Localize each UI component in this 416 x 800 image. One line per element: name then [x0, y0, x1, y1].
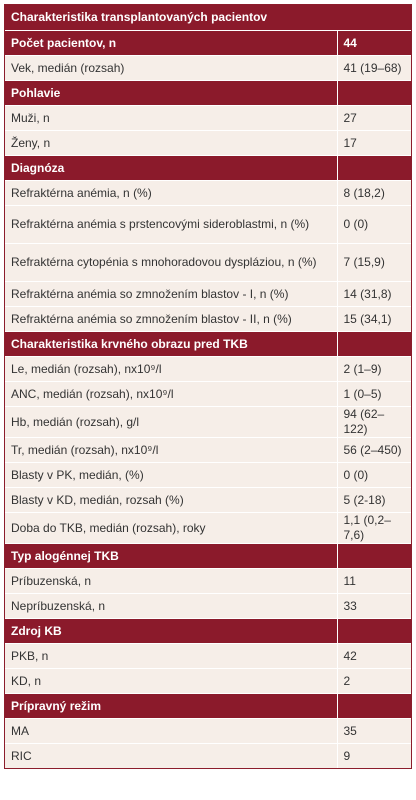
row-value: 94 (62–122) [337, 407, 411, 438]
row-label: Blasty v PK, medián, (%) [5, 463, 337, 488]
table-row [5, 382, 411, 407]
table-row [5, 357, 411, 382]
row-label: Refraktérna anémia, n (%) [5, 181, 337, 206]
table-title: Charakteristika transplantovaných pacientov [5, 5, 411, 31]
row-value: 14 (31,8) [337, 282, 411, 307]
table-row [5, 407, 411, 438]
table-row [5, 594, 411, 619]
section-label: Charakteristika krvného obrazu pred TKB [5, 332, 337, 357]
section-header-row [5, 332, 411, 357]
row-value: 11 [337, 569, 411, 594]
section-value [337, 544, 411, 569]
section-label: Zdroj KB [5, 619, 337, 644]
data-table [5, 5, 411, 768]
table-row [5, 744, 411, 769]
table-row [5, 244, 411, 282]
section-value [337, 694, 411, 719]
row-label: Vek, medián (rozsah) [5, 56, 337, 81]
section-header-row [5, 31, 411, 56]
row-value: 0 (0) [337, 206, 411, 244]
table-row [5, 106, 411, 131]
section-value: 44 [337, 31, 411, 56]
row-label: Nepríbuzenská, n [5, 594, 337, 619]
row-value: 41 (19–68) [337, 56, 411, 81]
row-value: 9 [337, 744, 411, 769]
table-row [5, 307, 411, 332]
table-row [5, 569, 411, 594]
section-label: Pohlavie [5, 81, 337, 106]
row-label: PKB, n [5, 644, 337, 669]
table-row [5, 181, 411, 206]
section-value [337, 619, 411, 644]
row-value: 56 (2–450) [337, 438, 411, 463]
section-label: Počet pacientov, n [5, 31, 337, 56]
patient-characteristics-table [4, 4, 412, 769]
table-row [5, 438, 411, 463]
row-value: 5 (2-18) [337, 488, 411, 513]
row-label: Refraktérna anémia s prstencovými sideroblastmi, n (%) [5, 206, 337, 244]
row-value: 33 [337, 594, 411, 619]
section-header-row [5, 156, 411, 181]
row-label: Tr, medián (rozsah), nx10⁹/l [5, 438, 337, 463]
row-value: 35 [337, 719, 411, 744]
section-header-row [5, 619, 411, 644]
row-label: KD, n [5, 669, 337, 694]
row-label: Hb, medián (rozsah), g/l [5, 407, 337, 438]
row-label: Muži, n [5, 106, 337, 131]
row-value: 27 [337, 106, 411, 131]
table-row [5, 131, 411, 156]
table-row [5, 206, 411, 244]
table-row [5, 669, 411, 694]
section-label: Typ alogénnej TKB [5, 544, 337, 569]
row-label: Ženy, n [5, 131, 337, 156]
table-title-row [5, 5, 411, 31]
row-value: 8 (18,2) [337, 181, 411, 206]
row-value: 2 [337, 669, 411, 694]
row-label: Refraktérna cytopénia s mnohoradovou dyspláziou, n (%) [5, 244, 337, 282]
row-value: 15 (34,1) [337, 307, 411, 332]
table-row [5, 56, 411, 81]
row-value: 7 (15,9) [337, 244, 411, 282]
row-label: Príbuzenská, n [5, 569, 337, 594]
table-row [5, 644, 411, 669]
section-value [337, 156, 411, 181]
table-row [5, 719, 411, 744]
row-label: ANC, medián (rozsah), nx10⁹/l [5, 382, 337, 407]
section-label: Diagnóza [5, 156, 337, 181]
row-label: Refraktérna anémia so zmnožením blastov - II, n (%) [5, 307, 337, 332]
section-header-row [5, 81, 411, 106]
table-row [5, 513, 411, 544]
section-value [337, 81, 411, 106]
row-value: 42 [337, 644, 411, 669]
row-value: 2 (1–9) [337, 357, 411, 382]
row-label: RIC [5, 744, 337, 769]
row-value: 0 (0) [337, 463, 411, 488]
section-label: Prípravný režim [5, 694, 337, 719]
row-value: 17 [337, 131, 411, 156]
section-value [337, 332, 411, 357]
row-label: Doba do TKB, medián (rozsah), roky [5, 513, 337, 544]
table-row [5, 282, 411, 307]
row-label: Refraktérna anémia so zmnožením blastov - I, n (%) [5, 282, 337, 307]
section-header-row [5, 694, 411, 719]
row-value: 1,1 (0,2–7,6) [337, 513, 411, 544]
row-label: MA [5, 719, 337, 744]
table-row [5, 463, 411, 488]
row-value: 1 (0–5) [337, 382, 411, 407]
section-header-row [5, 544, 411, 569]
table-row [5, 488, 411, 513]
row-label: Blasty v KD, medián, rozsah (%) [5, 488, 337, 513]
row-label: Le, medián (rozsah), nx10⁹/l [5, 357, 337, 382]
